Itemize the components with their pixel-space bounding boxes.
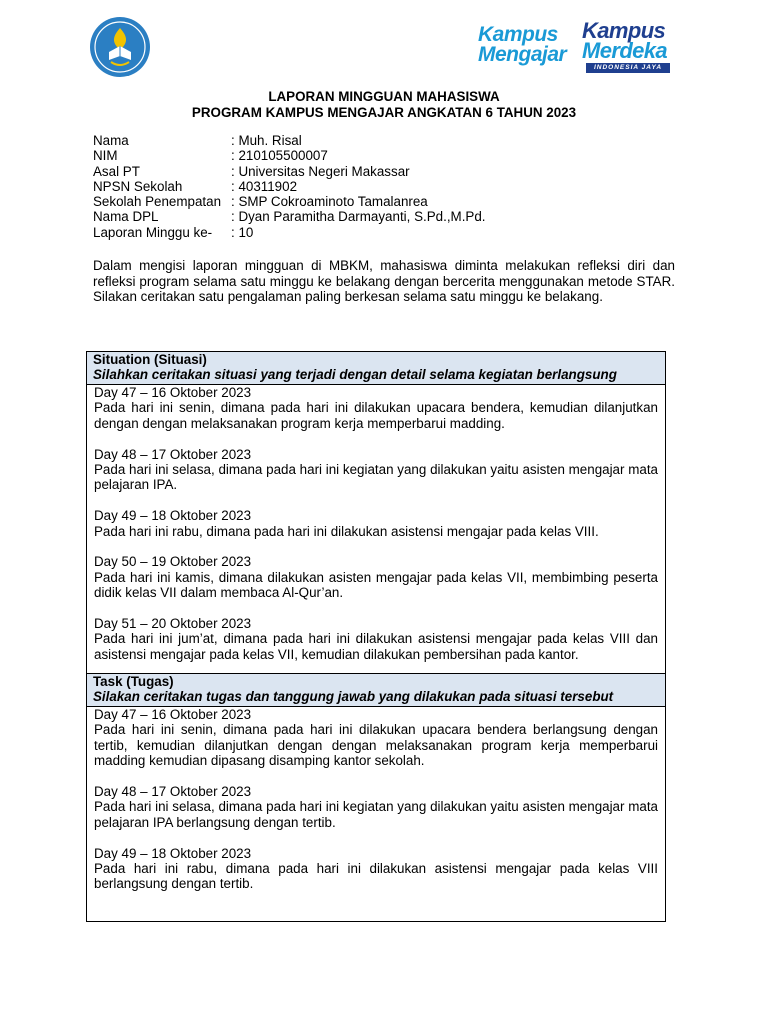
identity-label: Nama	[93, 133, 129, 148]
situation-entry	[94, 508, 658, 539]
report-subtitle: PROGRAM KAMPUS MENGAJAR ANGKATAN 6 TAHUN 2023	[191, 105, 577, 120]
entry-day: Day 49 – 18 Oktober 2023	[94, 508, 252, 524]
entry-day: Day 49 – 18 Oktober 2023	[94, 845, 252, 861]
identity-value: : 210105500007	[231, 148, 328, 164]
identity-label: Sekolah Penempatan	[93, 194, 222, 210]
entry-day: Day 51 – 20 Oktober 2023	[94, 616, 252, 632]
entry-text: Pada hari ini senin, dimana pada hari ini dilakukan upacara bendera berlangsung dengan tertib, kemudian dilanjutkan dengan dengan melaksanakan program kerja memperbarui madding kemudian dipasang disamping kantor sekolah.	[94, 722, 658, 769]
entry-text: Pada hari ini selasa, dimana pada hari ini kegiatan yang dilakukan yaitu asisten mengajar mata pelajaran IPA.	[94, 462, 658, 493]
entry-day: Day 47 – 16 Oktober 2023	[94, 385, 252, 400]
identity-value: : SMP Cokroaminoto Tamalanrea	[231, 194, 428, 210]
task-header	[87, 673, 665, 707]
kampus-mengajar-logo	[478, 24, 576, 68]
identity-value: : 40311902	[231, 178, 298, 194]
kampus-merdeka-logo	[582, 20, 672, 70]
entry-text: Pada hari ini selasa, dimana pada hari ini kegiatan yang dilakukan yaitu asisten mengajar mata pelajaran IPA berlangsung dengan tertib.	[94, 799, 658, 830]
entry-text: Pada hari ini senin, dimana pada hari ini dilakukan upacara bendera, kemudian dilanjutkan dengan dengan melaksanakan program kerja memperbarui madding.	[94, 400, 658, 431]
entry-text: Pada hari ini rabu, dimana pada hari ini dilakukan asistensi mengajar pada kelas VIII.	[94, 523, 599, 539]
identity-label: Nama DPL	[93, 209, 159, 225]
identity-label: NIM	[93, 148, 118, 164]
kampus-merdeka-logo-line1: Kampus	[582, 18, 666, 43]
entry-day: Day 47 – 16 Oktober 2023	[94, 707, 252, 722]
identity-label: Asal PT	[93, 163, 140, 179]
task-subheading: Silakan ceritakan tugas dan tanggung jawab yang dilakukan pada situasi tersebut	[93, 689, 614, 705]
task-heading: Task (Tugas)	[93, 674, 174, 689]
entry-day: Day 50 – 19 Oktober 2023	[94, 554, 252, 570]
identity-label: Laporan Minggu ke-	[93, 224, 213, 240]
situation-subheading: Silahkan ceritakan situasi yang terjadi dengan detail selama kegiatan berlangsung	[93, 367, 617, 383]
situation-body	[87, 385, 665, 678]
task-entry	[94, 707, 658, 769]
task-body	[87, 707, 665, 907]
entry-text: Pada hari ini jum’at, dimana pada hari ini dilakukan asistensi mengajar pada kelas VIII dan asistensi mengajar pada kelas VII, kemudian dilakukan pembersihan pada kantor.	[94, 631, 658, 662]
kampus-mengajar-logo-line1: Kampus	[478, 23, 558, 46]
entry-day: Day 48 – 17 Oktober 2023	[94, 784, 252, 800]
intro-paragraph: Dalam mengisi laporan mingguan di MBKM, mahasiswa diminta melakukan refleksi diri dan refleksi program selama satu minggu ke belakang dengan bercerita menggunakan metode STAR. Silakan ceritakan satu pengalaman paling berkesan selama satu minggu ke belakang.	[93, 258, 675, 305]
task-entry	[94, 784, 658, 830]
entry-text: Pada hari ini rabu, dimana pada hari ini dilakukan asistensi mengajar pada kelas VIII berlangsung dengan tertib.	[94, 861, 658, 892]
situation-header	[87, 352, 665, 385]
situation-heading: Situation (Situasi)	[93, 352, 207, 367]
situation-entry	[94, 616, 658, 662]
kampus-mengajar-logo-line2: Mengajar	[478, 43, 567, 66]
task-entry	[94, 846, 658, 892]
situation-entry	[94, 447, 658, 493]
entry-text: Pada hari ini kamis, dimana dilakukan asisten mengajar pada kelas VII, membimbing peserta didik kelas VII dalam membaca Al-Qur’an.	[94, 569, 658, 601]
entry-day: Day 48 – 17 Oktober 2023	[94, 446, 252, 462]
identity-value: : 10	[231, 224, 254, 240]
situation-entry	[94, 554, 658, 600]
report-title: LAPORAN MINGGUAN MAHASISWA	[268, 89, 500, 104]
identity-value: : Universitas Negeri Makassar	[231, 163, 410, 179]
tut-wuri-handayani-logo	[89, 16, 151, 78]
identity-value: : Muh. Risal	[231, 133, 302, 148]
tut-wuri-emblem-icon	[89, 16, 151, 78]
star-table	[86, 351, 666, 922]
situation-entry	[94, 385, 658, 431]
kampus-merdeka-logo-line2: Merdeka	[582, 38, 668, 63]
kampus-merdeka-tagline: INDONESIA JAYA	[586, 63, 670, 73]
identity-value: : Dyan Paramitha Darmayanti, S.Pd.,M.Pd.	[231, 209, 486, 225]
identity-label: NPSN Sekolah	[93, 178, 183, 194]
